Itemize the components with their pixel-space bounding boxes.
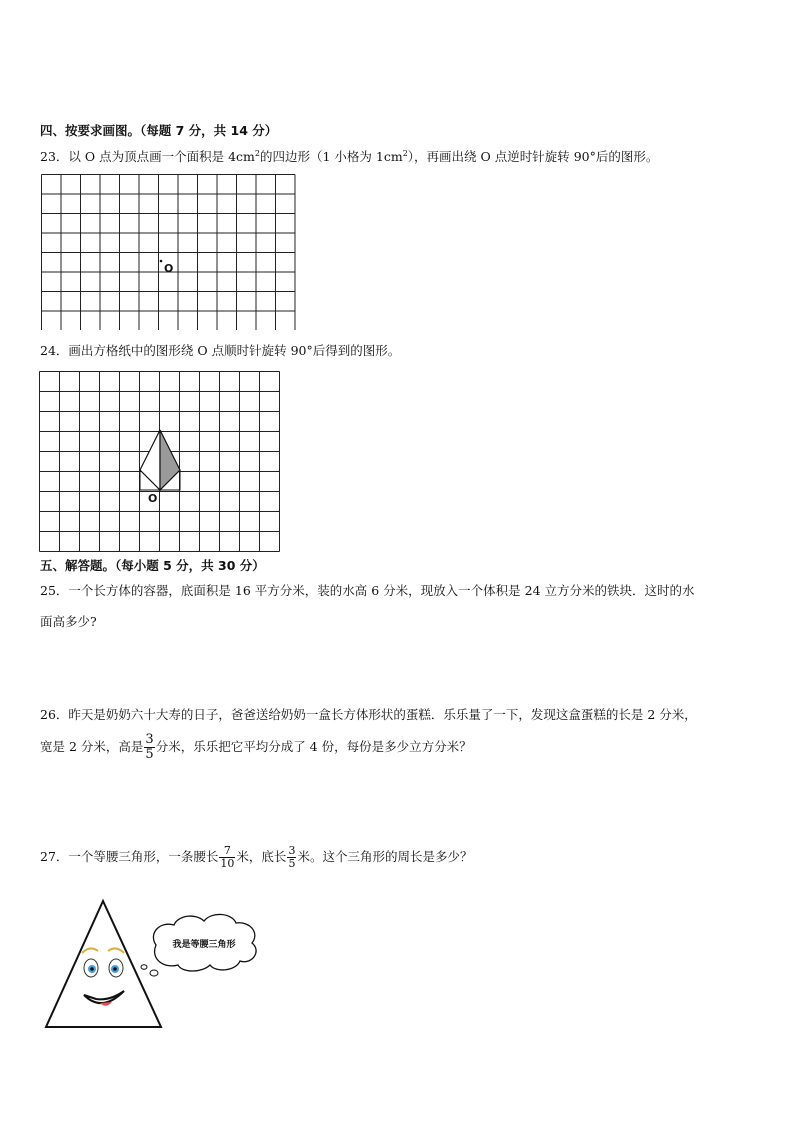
q24-grid [38, 370, 282, 552]
q23-sup: 2 [254, 149, 260, 158]
q27-text-c: 米。这个三角形的周长是多少？ [297, 849, 473, 864]
q26-frac-num: 3 [145, 732, 154, 747]
q23-sup2: 2 [402, 149, 408, 158]
q23-grid [40, 173, 300, 330]
question-26-line2 [40, 733, 472, 762]
q27-frac1-den: 10 [220, 857, 235, 870]
q26-fraction [144, 733, 154, 762]
section-5-heading: 五、解答题。（每小题 5 分，共 30 分） [40, 558, 265, 573]
question-23-text [40, 146, 658, 165]
q27-text-b: 米，底长 [236, 849, 287, 864]
triangle-body [46, 901, 161, 1027]
q26-text-a: 宽是 2 分米，高是 [40, 739, 144, 754]
q26-text-b: 分米，乐乐把它平均分成了 4 份，每份是多少立方分米？ [155, 739, 472, 754]
question-25-line2: 面高多少? [40, 614, 97, 629]
q27-text-a: 27．一个等腰三角形，一条腰长 [40, 849, 219, 864]
q23-point-o [160, 260, 163, 263]
question-26-line1: 26．昨天是奶奶六十大寿的日子，爸爸送给奶奶一盒长方体形状的蛋糕．乐乐量了一下，发现这盒蛋糕的长是 2 分米， [40, 707, 697, 722]
q24-point-label: O [148, 492, 158, 505]
q23-text-a: 23．以 O 点为顶点画一个面积是 4cm [40, 149, 255, 165]
section-4-heading: 四、按要求画图。（每题 7 分，共 14 分） [40, 123, 278, 138]
question-25-line1: 25．一个长方体的容器，底面积是 16 平方分米，装的水高 6 分米，现放入一个体积是 24 立方分米的铁块．这时的水 [40, 583, 695, 598]
bubble-text: 我是等腰三角形 [172, 940, 236, 950]
q26-frac-den: 5 [145, 747, 154, 762]
q27-fraction-2 [287, 845, 296, 870]
q23-point-label: O [164, 262, 174, 275]
q23-text-c: ），再画出绕 O 点逆时针旋转 90°后的图形。 [407, 149, 659, 165]
question-24-text: 24．画出方格纸中的图形绕 O 点顺时针旋转 90°后得到的图形。 [40, 343, 401, 358]
q27-frac2-den: 5 [288, 857, 296, 870]
q23-text-b: 的四边形（1 小格为 1cm [259, 149, 403, 165]
q24-kite-figure [140, 430, 180, 490]
q27-frac2-num: 3 [288, 844, 296, 857]
question-27-text [40, 843, 472, 871]
smiling-triangle-illustration [40, 895, 270, 1035]
q27-frac1-num: 7 [219, 845, 235, 858]
q27-fraction-1 [219, 845, 235, 870]
